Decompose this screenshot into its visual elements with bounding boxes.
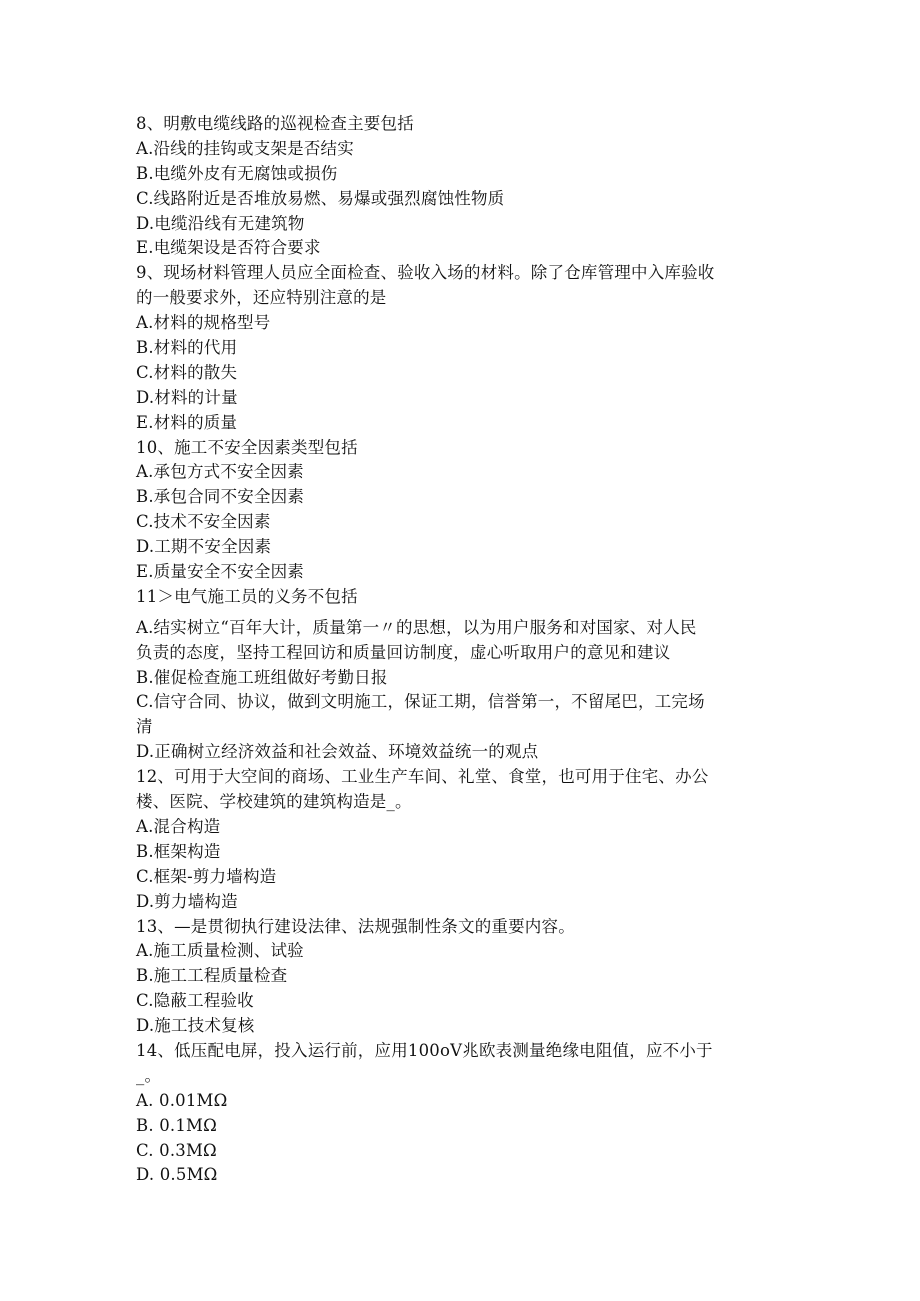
- question-11-option-b: B.催促检查施工班组做好考勤日报: [136, 667, 388, 687]
- question-8-option-a: A.沿线的挂钩或支架是否结实: [136, 138, 354, 158]
- question-13-stem: 13、—是贯彻执行建设法律、法规强制性条文的重要内容。: [136, 916, 575, 936]
- question-10-option-b: B.承包合同不安全因素: [136, 487, 305, 507]
- question-12-option-b: B.框架构造: [136, 841, 221, 861]
- question-11-option-a-line-1: A.结实树立“百年大计，质量第一〃的思想，以为用户服务和对国家、对人民: [136, 617, 697, 637]
- question-9-option-a: A.材料的规格型号: [136, 313, 271, 333]
- question-10-option-e: E.质量安全不安全因素: [136, 562, 304, 582]
- question-8-option-d: D.电缆沿线有无建筑物: [136, 213, 305, 233]
- question-14-stem-line-1: 14、低压配电屏，投入运行前，应用100oV兆欧表测量绝缘电阻值，应不小于: [136, 1040, 713, 1060]
- question-13-option-d: D.施工技术复核: [136, 1016, 255, 1036]
- question-13-option-a: A.施工质量检测、试验: [136, 941, 304, 961]
- question-9-option-e: E.材料的质量: [136, 412, 238, 432]
- question-10-option-c: C.技术不安全因素: [136, 512, 271, 532]
- question-12-option-a: A.混合构造: [136, 816, 221, 836]
- question-11-option-a-line-2: 负责的态度，坚持工程回访和质量回访制度，虚心听取用户的意见和建议: [136, 642, 671, 662]
- question-10-option-a: A.承包方式不安全因素: [136, 462, 304, 482]
- question-11-option-c-line-1: C.信守合同、协议，做到文明施工，保证工期，信誉第一，不留尾巴，工完场: [136, 692, 705, 712]
- question-10-stem: 10、施工不安全因素类型包括: [136, 437, 358, 457]
- question-11-option-c-line-2: 清: [136, 717, 153, 737]
- question-10-option-d: D.工期不安全因素: [136, 537, 272, 557]
- question-12-option-d: D.剪力墙构造: [136, 891, 238, 911]
- question-9-option-c: C.材料的散失: [136, 362, 238, 382]
- question-12-stem-line-1: 12、可用于大空间的商场、工业生产车间、礼堂、食堂，也可用于住宅、办公: [136, 767, 709, 787]
- question-8-option-b: B.电缆外皮有无腐蚀或损伤: [136, 163, 338, 183]
- question-13-option-b: B.施工工程质量检查: [136, 966, 288, 986]
- question-11-stem: 11＞电气施工员的义务不包括: [136, 586, 358, 606]
- question-9-option-d: D.材料的计量: [136, 387, 238, 407]
- question-8-stem: 8、明敷电缆线路的巡视检查主要包括: [136, 114, 414, 133]
- document-body: [136, 112, 786, 1188]
- question-9-stem-line-1: 9、现场材料管理人员应全面检查、验收入场的材料。除了仓库管理中入库验收: [136, 263, 715, 283]
- question-14-option-d: D. 0.5MΩ: [136, 1165, 218, 1185]
- question-13-option-c: C.隐蔽工程验收: [136, 991, 254, 1011]
- question-14-stem-line-2: _。: [136, 1065, 162, 1085]
- question-14-option-c: C. 0.3MΩ: [136, 1140, 217, 1160]
- question-9-option-b: B.材料的代用: [136, 338, 238, 358]
- question-12-option-c: C.框架-剪力墙构造: [136, 866, 277, 886]
- question-12-stem-line-2: 楼、医院、学校建筑的建筑构造是_。: [136, 792, 412, 812]
- question-14-option-a: A. 0.01MΩ: [136, 1090, 228, 1110]
- question-9-stem-line-2: 的一般要求外，还应特别注意的是: [136, 288, 387, 308]
- question-8-option-c: C.线路附近是否堆放易燃、易爆或强烈腐蚀性物质: [136, 188, 505, 208]
- question-14-option-b: B. 0.1MΩ: [136, 1115, 218, 1135]
- question-8-option-e: E.电缆架设是否符合要求: [136, 238, 321, 258]
- question-11-option-d: D.正确树立经济效益和社会效益、环境效益统一的观点: [136, 742, 539, 762]
